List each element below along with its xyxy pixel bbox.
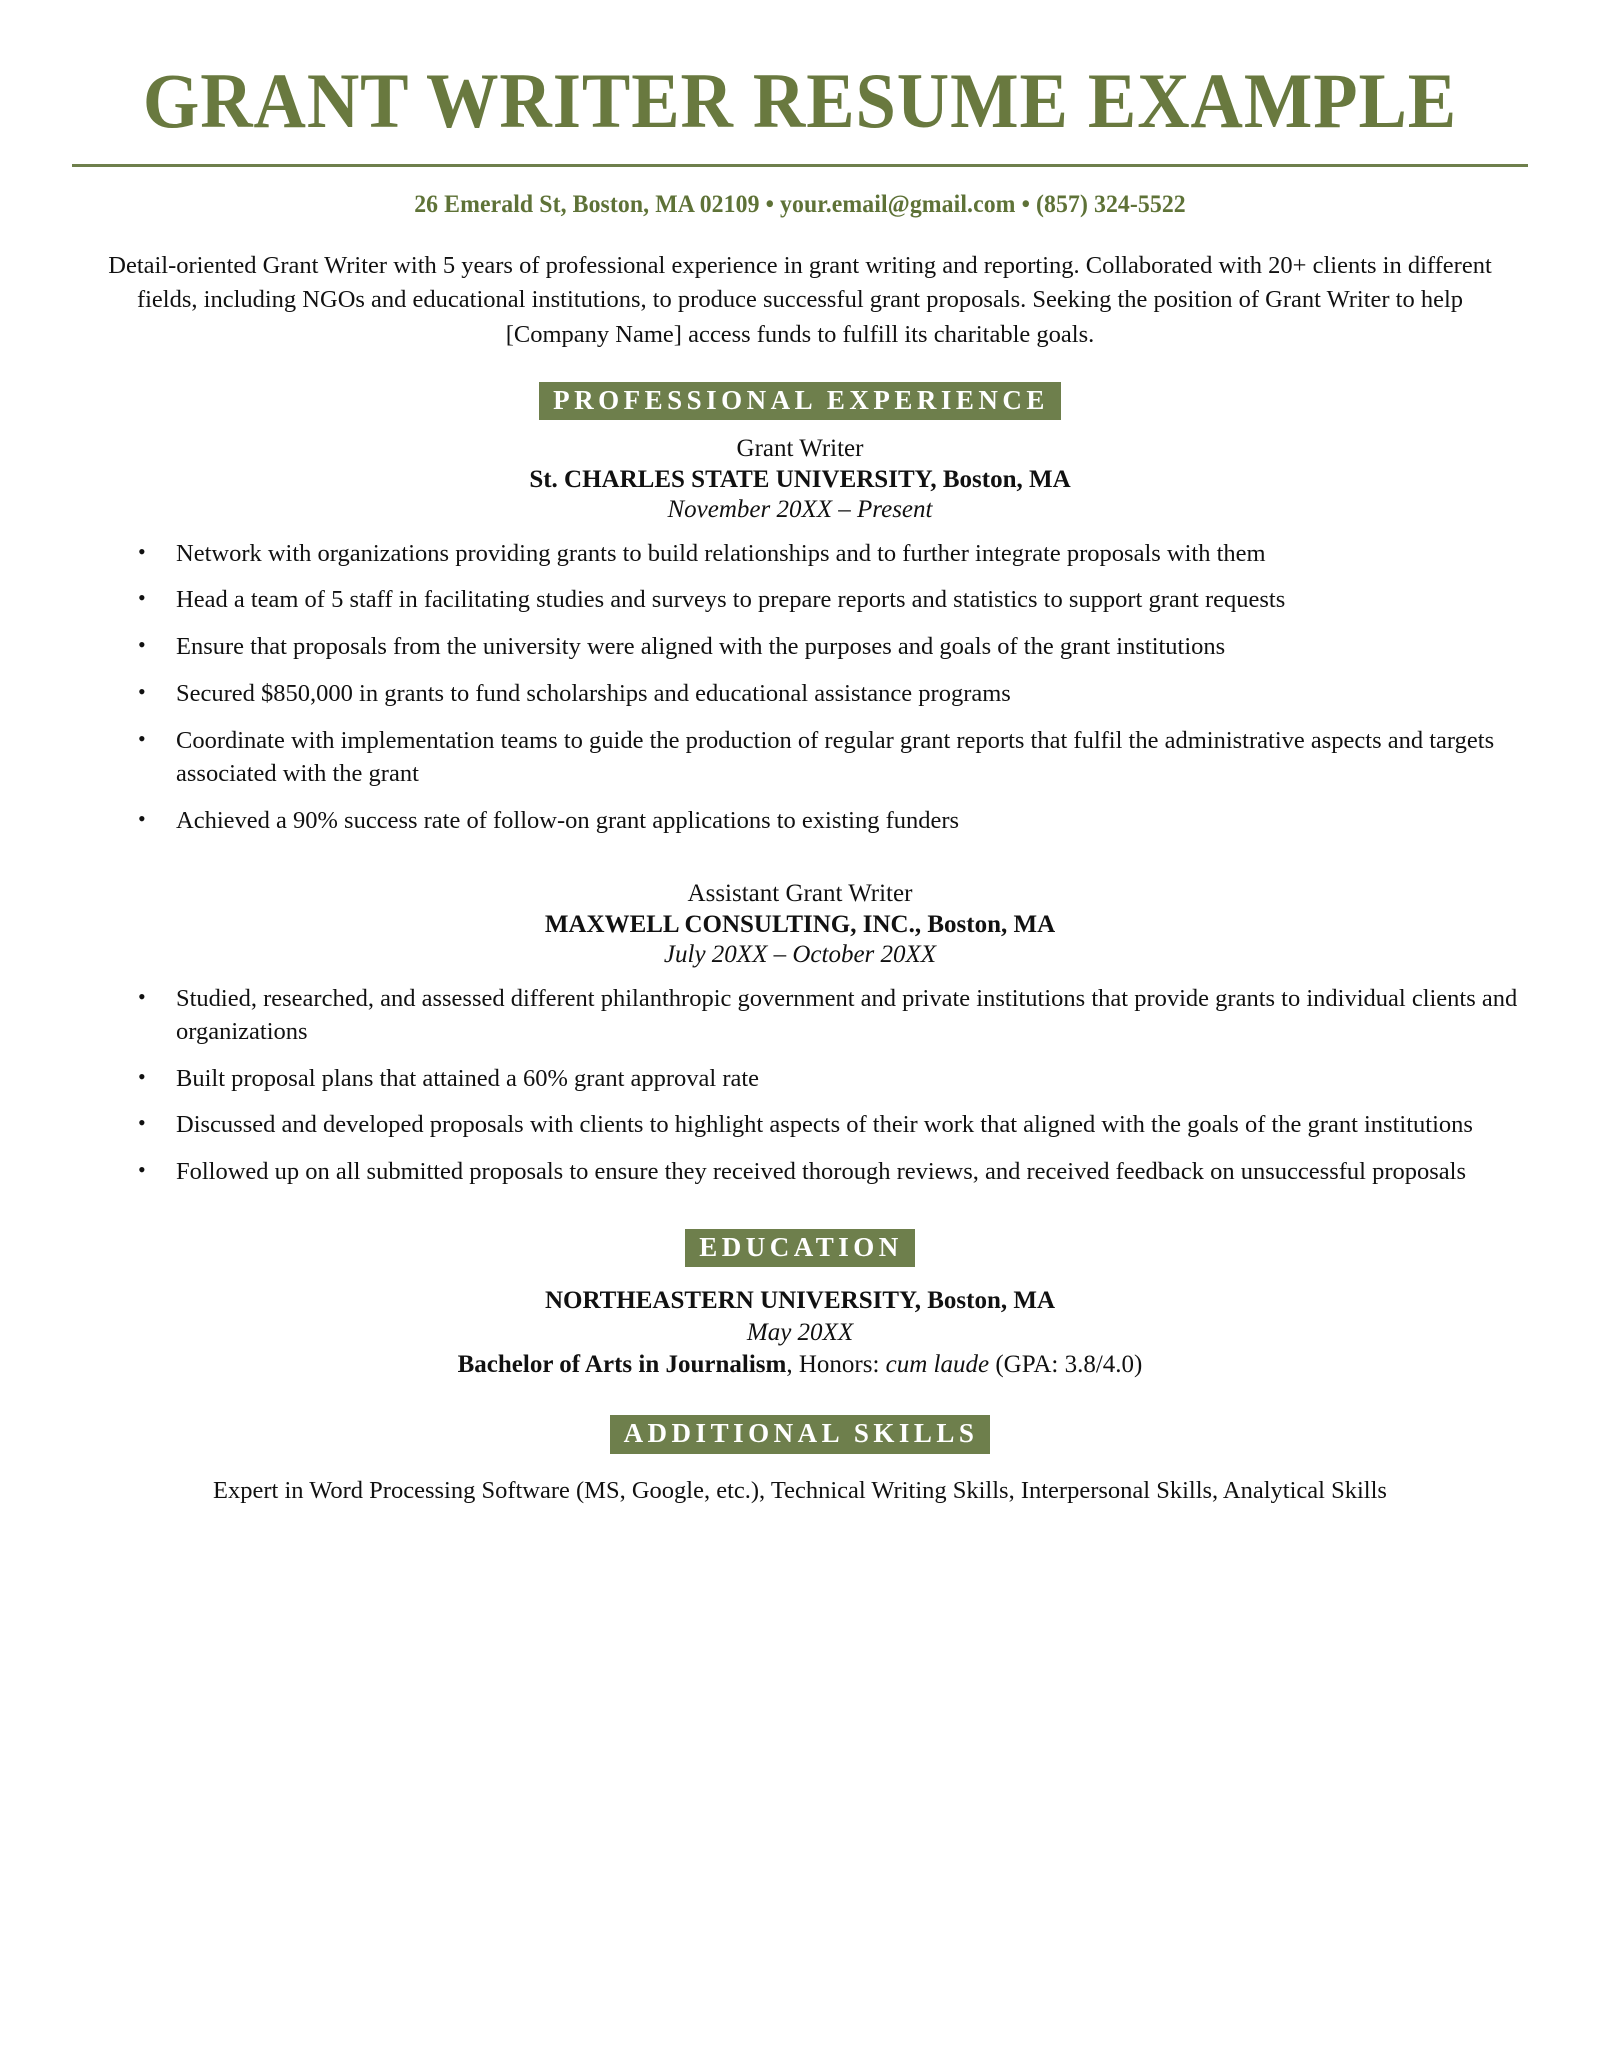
- contact-line: 26 Emerald St, Boston, MA 02109 • your.email@gmail.com • (857) 324-5522: [414, 191, 1186, 218]
- list-item: • Ensure that proposals from the university were aligned with the purposes and goals of the grant institutions: [134, 631, 1522, 664]
- education-degree: Bachelor of Arts in Journalism: [457, 1351, 787, 1379]
- list-item: • Network with organizations providing grants to build relationships and to further integrate proposals with them: [134, 538, 1522, 571]
- section-header-education: EDUCATION: [685, 1229, 915, 1267]
- job-bullets-1: [72, 983, 1528, 1189]
- list-item: • Head a team of 5 staff in facilitating studies and surveys to prepare reports and statistics to support grant requests: [134, 584, 1522, 617]
- education-school: NORTHEASTERN UNIVERSITY, Boston, MA: [544, 1287, 1056, 1315]
- list-item: • Discussed and developed proposals with clients to highlight aspects of their work that aligned with the goals of the grant institutions: [134, 1109, 1522, 1142]
- section-header-experience: PROFESSIONAL EXPERIENCE: [539, 382, 1061, 420]
- title-divider: [72, 164, 1528, 167]
- section-header-experience-wrap: [72, 382, 1528, 420]
- job-title: Assistant Grant Writer: [687, 880, 913, 908]
- list-item: • Achieved a 90% success rate of follow-on grant applications to existing funders: [134, 805, 1522, 838]
- education-degree-line: [72, 1349, 1528, 1381]
- professional-summary: Detail-oriented Grant Writer with 5 years of professional experience in grant writing and reporting. Collaborated with 20+ clients in different fields, including NGOs and educational institutions, to produce successful grant proposals. Seeking the position of Grant Writer to help [Company Name] access funds to fulfill its charitable goals.: [108, 252, 1492, 348]
- job-header-0: [72, 434, 1528, 526]
- section-header-skills-wrap: [72, 1415, 1528, 1453]
- list-item: • Secured $850,000 in grants to fund scholarships and educational assistance programs: [134, 678, 1522, 711]
- education-honors-latin: cum laude: [885, 1351, 990, 1379]
- list-item: • Built proposal plans that attained a 60% grant approval rate: [134, 1063, 1522, 1096]
- job-spacer: [72, 851, 1528, 879]
- job-employer: MAXWELL CONSULTING, INC., Boston, MA: [544, 910, 1056, 938]
- skills-text: Expert in Word Processing Software (MS, Google, etc.), Technical Writing Skills, Interpersonal Skills, Analytical Skills: [213, 1476, 1387, 1504]
- page-title: GRANT WRITER RESUME EXAMPLE: [142, 57, 1458, 144]
- education-date: May 20XX: [746, 1319, 854, 1347]
- education-entry: [72, 1285, 1528, 1381]
- job-bullets-0: [72, 538, 1528, 838]
- section-header-skills: ADDITIONAL SKILLS: [610, 1415, 991, 1453]
- list-item: • Coordinate with implementation teams to guide the production of regular grant reports that fulfil the administrative aspects and targets associated with the grant: [134, 725, 1522, 791]
- job-dates: July 20XX – October 20XX: [663, 941, 937, 969]
- list-item: • Studied, researched, and assessed different philanthropic government and private institutions that provide grants to individual clients and organizations: [134, 983, 1522, 1049]
- section-header-education-wrap: [72, 1229, 1528, 1267]
- job-dates: November 20XX – Present: [667, 496, 933, 524]
- job-employer: St. CHARLES STATE UNIVERSITY, Boston, MA: [529, 465, 1071, 493]
- job-title: Grant Writer: [736, 435, 864, 463]
- job-header-1: [72, 879, 1528, 971]
- education-gpa: (GPA: 3.8/4.0): [989, 1351, 1143, 1379]
- education-honors-label: , Honors:: [786, 1351, 886, 1379]
- list-item: • Followed up on all submitted proposals to ensure they received thorough reviews, and received feedback on unsuccessful proposals: [134, 1156, 1522, 1189]
